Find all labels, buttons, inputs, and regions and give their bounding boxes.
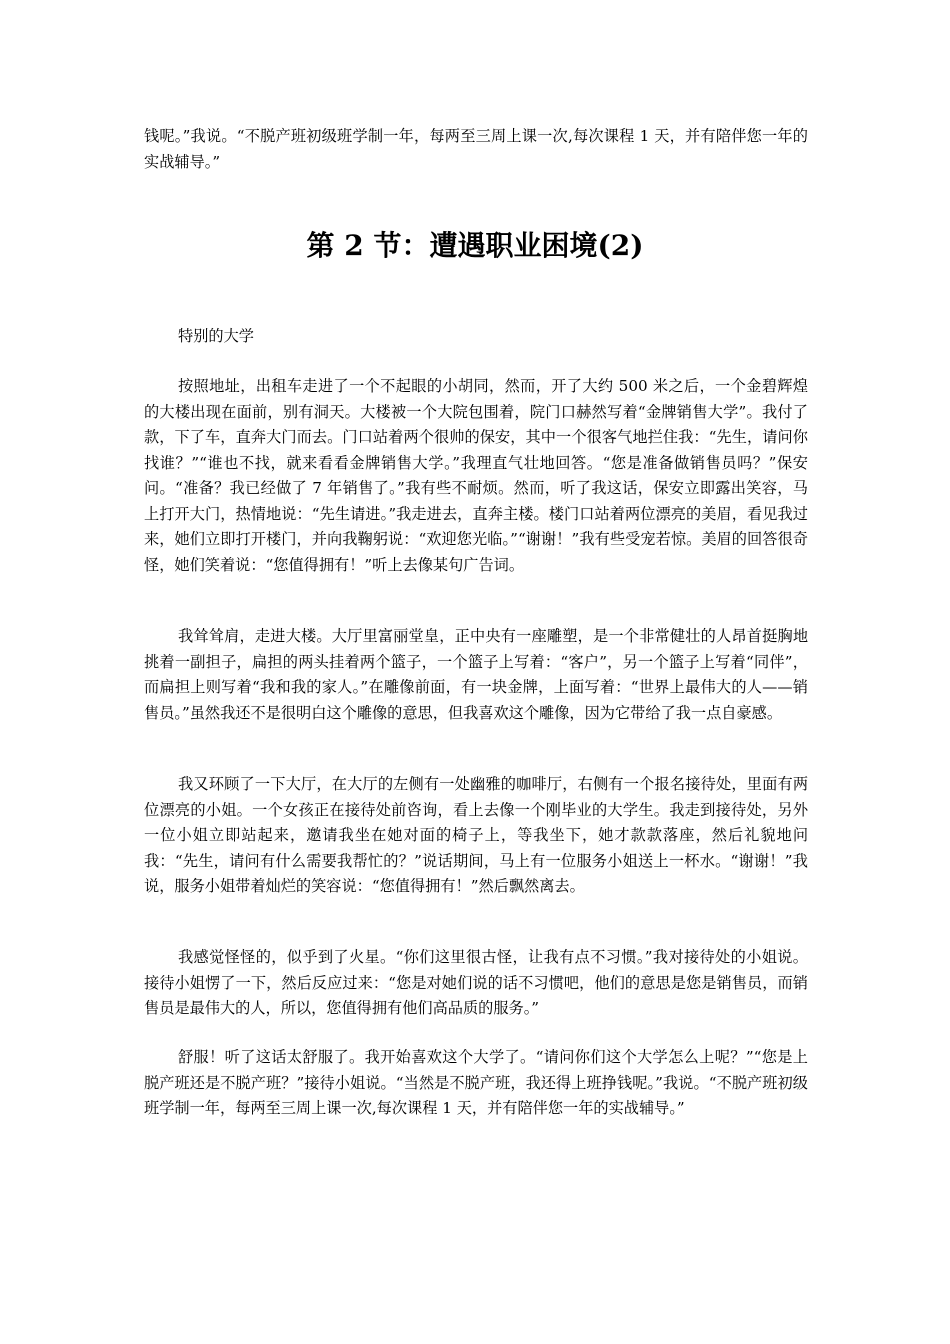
body-paragraph: 按照地址，出租车走进了一个不起眼的小胡同，然而，开了大约 500 米之后，一个金碧辉煌的大楼出现在面前，别有洞天。大楼被一个大院包围着，院门口赫然写着“金牌销售大学”。我付了款，下了车，直奔大门而去。门口站着两个很帅的保安，其中一个很客气地拦住我：“先生，请问你找谁？”“谁也不找，就来看看金牌销售大学。”我理直气壮地回答。“您是准备做销售员吗？”保安问。“准备？我已经做了 7 年销售了。”我有些不耐烦。然而，听了我这话，保安立即露出笑容，马上打开大门，热情地说：“先生请进。”我走进去，直奔主楼。楼门口站着两位漂亮的美眉，看见我过来，她们立即打开楼门，并向我鞠躬说：“欢迎您光临。”“谢谢！”我有些受宠若惊。美眉的回答很奇怪，她们笑着说：“您值得拥有！”听上去像某句广告词。	[144, 377, 808, 574]
carried-over-paragraph: 钱呢。”我说。“不脱产班初级班学制一年，每两至三周上课一次,每次课程 1 天，并有陪伴您一年的实战辅导。”	[144, 127, 808, 171]
section-subtitle: 特别的大学	[178, 327, 254, 345]
body-paragraph: 舒服！听了这话太舒服了。我开始喜欢这个大学了。“请问你们这个大学怎么上呢？”“您是上脱产班还是不脱产班？”接待小姐说。“当然是不脱产班，我还得上班挣钱呢。”我说。“不脱产班初级班学制一年，每两至三周上课一次,每次课程 1 天，并有陪伴您一年的实战辅导。”	[144, 1048, 808, 1117]
section-title: 第 2 节：遭遇职业困境(2)	[306, 229, 644, 262]
body-paragraph: 我耸耸肩，走进大楼。大厅里富丽堂皇，正中央有一座雕塑，是一个非常健壮的人昂首挺胸地挑着一副担子，扁担的两头挂着两个篮子，一个篮子上写着：“客户”，另一个篮子上写着“同伴”，而扁担上则写着“我和我的家人。”在雕像前面，有一块金牌，上面写着：“世界上最伟大的人——销售员。”虽然我还不是很明白这个雕像的意思，但我喜欢这个雕像，因为它带给了我一点自豪感。	[144, 627, 808, 722]
body-paragraph: 我又环顾了一下大厅，在大厅的左侧有一处幽雅的咖啡厅，右侧有一个报名接待处，里面有两位漂亮的小姐。一个女孩正在接待处前咨询，看上去像一个刚毕业的大学生。我走到接待处，另外一位小姐立即站起来，邀请我坐在她对面的椅子上，等我坐下，她才款款落座，然后礼貌地问我：“先生，请问有什么需要我帮忙的？”说话期间，马上有一位服务小姐送上一杯水。“谢谢！”我说，服务小姐带着灿烂的笑容说：“您值得拥有！”然后飘然离去。	[144, 775, 808, 895]
body-paragraph: 我感觉怪怪的，似乎到了火星。“你们这里很古怪，让我有点不习惯。”我对接待处的小姐说。接待小姐愣了一下，然后反应过来：“您是对她们说的话不习惯吧，他们的意思是您是销售员，而销售员是最伟大的人，所以，您值得拥有他们高品质的服务。”	[144, 948, 808, 1017]
